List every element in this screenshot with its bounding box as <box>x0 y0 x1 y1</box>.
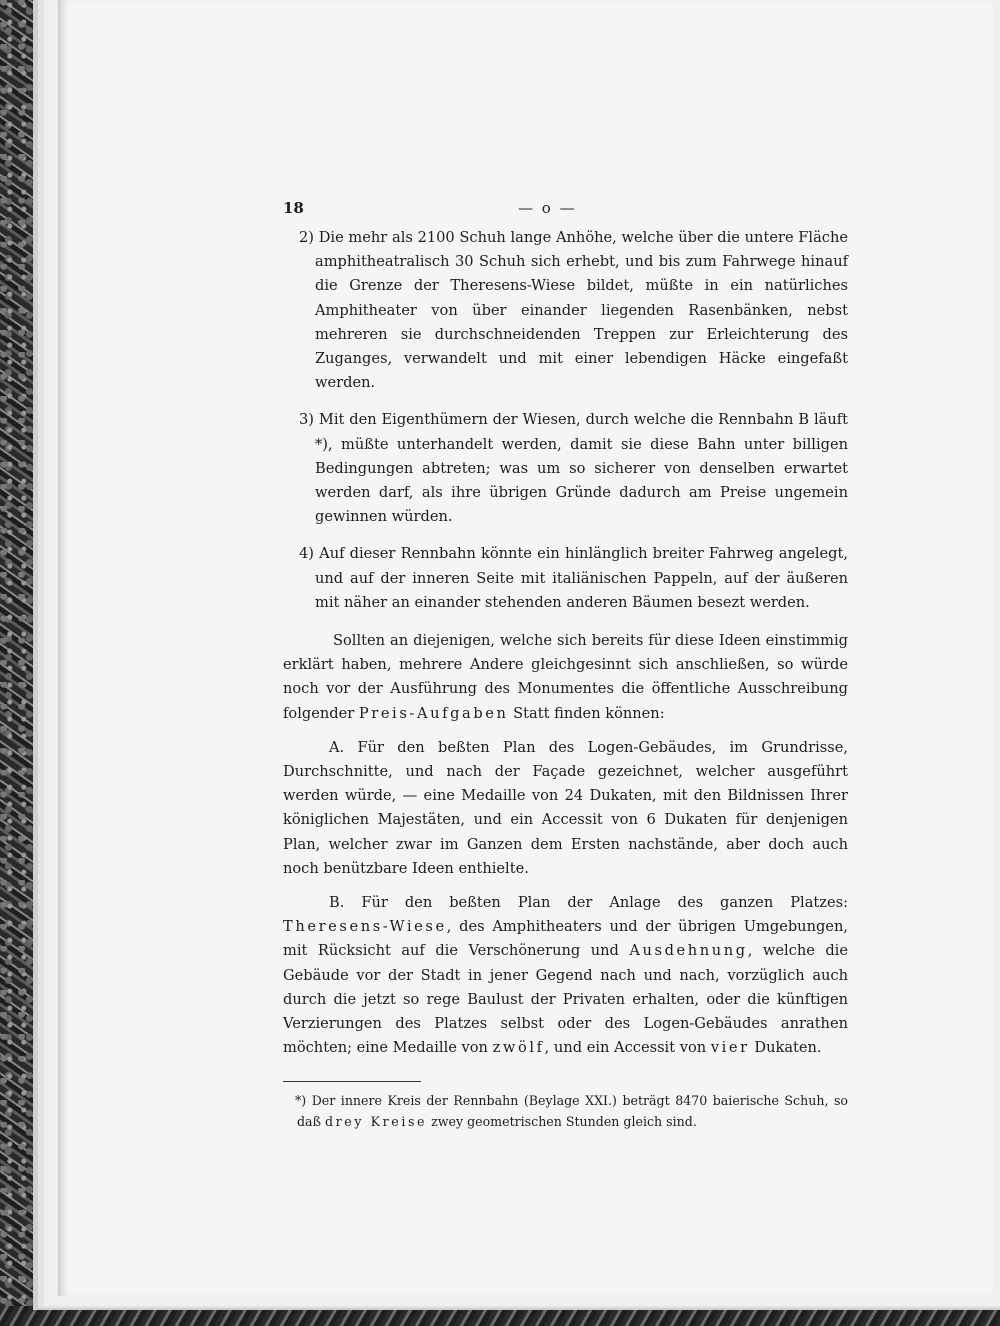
emphasis-text: zwölf <box>492 1039 545 1057</box>
list-item-3: 3) Mit den Eigenthümern der Wiesen, durch welche die Rennbahn B läuft *), müßte unterhandelt werden, damit sie diese Bahn unter billigen Bedingungen abtreten; was um so sicherer von denselben erwartet werden darf, als ihre übrigen Gründe dadurch am Preise ungemein gewinnen würden. <box>299 411 848 526</box>
body-paragraph <box>283 629 848 726</box>
section-a: A. Für den beßten Plan des Logen-Gebäudes, im Grundrisse, Durchschnitte, und nach der Façade gezeichnet, welcher ausgeführt werden würde, — eine Medaille von 24 Dukaten, mit den Bildnissen Ihrer königlichen Majestäten, und ein Accessit von 6 Dukaten für denjenigen Plan, welcher zwar im Ganzen dem Ersten nachstände, aber doch auch noch benützbare Ideen enthielte. <box>283 738 848 877</box>
emphasis-text: Ausdehnung <box>629 942 748 960</box>
list-item-4: 4) Auf dieser Rennbahn könnte ein hinlänglich breiter Fahrweg angelegt, und auf der inneren Seite mit italiänischen Pappeln, auf der äußeren mit näher an einander stehenden anderen Bäumen besezt werden. <box>299 545 848 611</box>
page-ornament: — o — <box>518 199 577 217</box>
paragraph-text: Sollten an diejenigen, welche sich bereits für diese Ideen einstimmig erklärt haben, mehrere Andere gleichgesinnt sich anschließen, so würde noch vor der Ausführung des Monumentes die öffentliche Ausschreibung folgender <box>283 632 848 722</box>
section-b-text: Dukaten. <box>754 1039 822 1057</box>
section-b-text: B. Für den beßten Plan der Anlage des ganzen Platzes: <box>329 894 848 912</box>
emphasis-text: vier <box>710 1039 750 1057</box>
footnote <box>283 1090 848 1132</box>
list-item-2: 2) Die mehr als 2100 Schuh lange Anhöhe, welche über die untere Fläche amphitheatralisch 30 Schuh sich erhebt, und bis zum Fahrwege hinauf die Grenze der Theresens-Wiese bildet, müßte in ein natürliches Amphitheater von über einander liegenden Rasenbänken, nebst mehreren sie durchschneidenden Treppen zur Erleichterung des Zuganges, verwandelt und mit einer lebendigen Häcke eingefaßt werden. <box>299 229 848 392</box>
paragraph-text: Statt finden können: <box>513 704 665 722</box>
section-b-text: , welche die Gebäude vor der Stadt in jener Gegend nach und nach, vorzüglich auch durch die jetzt so rege Baulust der Privaten erhalten, oder die künftigen Verzierungen des Platzes selbst oder des Logen-Gebäudes anrathen möchten; eine Medaille von <box>283 942 848 1057</box>
section-b <box>283 891 848 1060</box>
page-text <box>283 196 848 1132</box>
page-number: 18 <box>283 199 304 217</box>
emphasis-text: drey Kreise <box>325 1113 428 1129</box>
section-b-text: , und ein Accessit von <box>544 1039 707 1057</box>
page-header <box>283 196 848 226</box>
footnote-text: *) Der innere Kreis der Rennbahn (Beylage XXI.) beträgt 8470 baierische Schuh, so daß <box>295 1092 848 1129</box>
emphasis-text: Theresens-Wiese <box>283 918 447 936</box>
footnote-text: zwey geometrischen Stunden gleich sind. <box>431 1113 697 1129</box>
footnote-divider <box>283 1081 421 1082</box>
section-b-text: , des Amphitheaters und der übrigen Umgebungen, mit Rücksicht auf die Verschönerung und <box>283 918 848 960</box>
emphasis-text: Preis-Aufgaben <box>358 704 509 722</box>
